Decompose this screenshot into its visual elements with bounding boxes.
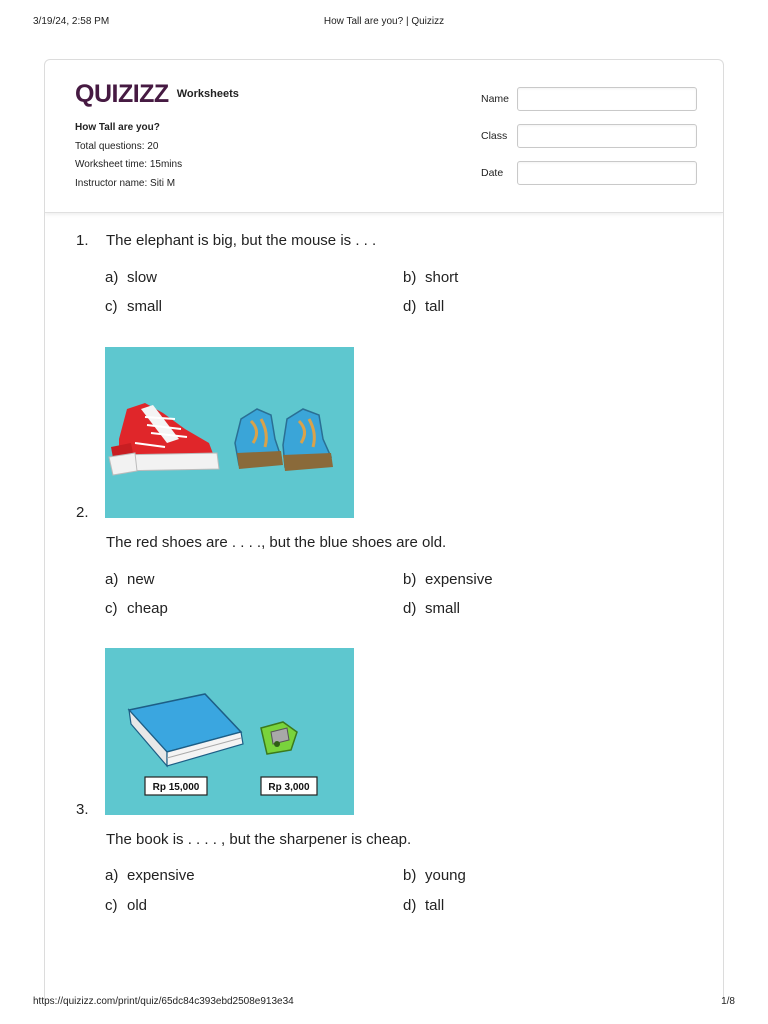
name-label: Name	[481, 93, 510, 105]
option-text: young	[425, 867, 466, 884]
option-d	[403, 897, 444, 914]
option-text: expensive	[425, 571, 493, 588]
option-a	[105, 269, 157, 286]
option-letter: c)	[105, 897, 118, 914]
option-text: cheap	[127, 600, 168, 617]
option-letter: b)	[403, 571, 417, 588]
option-letter: c)	[105, 600, 118, 617]
option-letter: d)	[403, 298, 417, 315]
sharpener-icon	[261, 722, 297, 754]
option-a	[105, 867, 195, 884]
shoes-image	[105, 347, 354, 518]
option-text: small	[127, 298, 163, 315]
print-datetime: 3/19/24, 2:58 PM	[33, 16, 110, 27]
option-letter: b)	[403, 269, 417, 286]
date-label: Date	[481, 167, 504, 179]
date-input[interactable]	[517, 161, 697, 185]
option-text: new	[127, 571, 155, 588]
quizizz-logo	[75, 80, 239, 109]
class-input[interactable]	[517, 124, 697, 148]
question-text: The book is . . . . , but the sharpener is cheap.	[106, 831, 412, 848]
name-field-row	[481, 87, 697, 111]
worksheet-header	[45, 60, 723, 213]
option-text: slow	[127, 269, 158, 286]
option-b	[403, 269, 458, 286]
blue-shoes-icon	[235, 409, 333, 471]
option-c	[105, 298, 162, 315]
worksheet-title: How Tall are you?	[75, 122, 160, 133]
option-letter: a)	[105, 571, 119, 588]
instructor-name: Instructor name: Siti M	[75, 177, 176, 189]
option-text: tall	[425, 897, 445, 914]
print-footer	[33, 996, 735, 1007]
worksheet-time: Worksheet time: 15mins	[75, 159, 183, 170]
option-d	[403, 298, 444, 315]
option-d	[403, 600, 460, 617]
option-letter: b)	[403, 867, 417, 884]
question-number: 1.	[76, 232, 89, 249]
worksheet-card	[44, 59, 724, 999]
option-text: old	[127, 897, 148, 914]
print-page-number: 1/8	[721, 996, 735, 1007]
logo-subtitle: Worksheets	[176, 88, 239, 100]
date-field-row	[481, 161, 697, 185]
class-label: Class	[481, 130, 508, 142]
book-icon	[129, 694, 243, 766]
question-text: The red shoes are . . . ., but the blue shoes are old.	[106, 534, 447, 551]
option-letter: d)	[403, 897, 417, 914]
option-b	[403, 571, 493, 588]
option-c	[105, 897, 147, 914]
option-letter: a)	[105, 269, 119, 286]
price-label-sharpener: Rp 3,000	[268, 782, 310, 793]
option-text: expensive	[127, 867, 195, 884]
question-number: 3.	[76, 801, 89, 818]
total-questions: Total questions: 20	[75, 140, 159, 152]
print-url[interactable]: https://quizizz.com/print/quiz/65dc84c393ebd2508e913e34	[33, 996, 294, 1007]
worksheet-meta	[75, 119, 182, 193]
option-a	[105, 571, 155, 588]
print-page-title: How Tall are you? | Quizizz	[323, 16, 445, 27]
option-letter: a)	[105, 867, 119, 884]
option-b	[403, 867, 466, 884]
price-label-book: Rp 15,000	[152, 782, 200, 793]
logo-wordmark: QUIZIZZ	[75, 80, 169, 108]
option-letter: c)	[105, 298, 118, 315]
option-letter: d)	[403, 600, 417, 617]
option-c	[105, 600, 168, 617]
option-text: small	[425, 600, 461, 617]
red-sneaker-icon	[109, 403, 219, 475]
class-field-row	[481, 124, 697, 148]
option-text: tall	[425, 298, 445, 315]
print-header	[33, 16, 735, 27]
book-sharpener-image	[105, 648, 354, 815]
option-text: short	[425, 269, 459, 286]
question-number: 2.	[76, 504, 89, 521]
question-text: The elephant is big, but the mouse is . . .	[106, 232, 377, 249]
name-input[interactable]	[517, 87, 697, 111]
